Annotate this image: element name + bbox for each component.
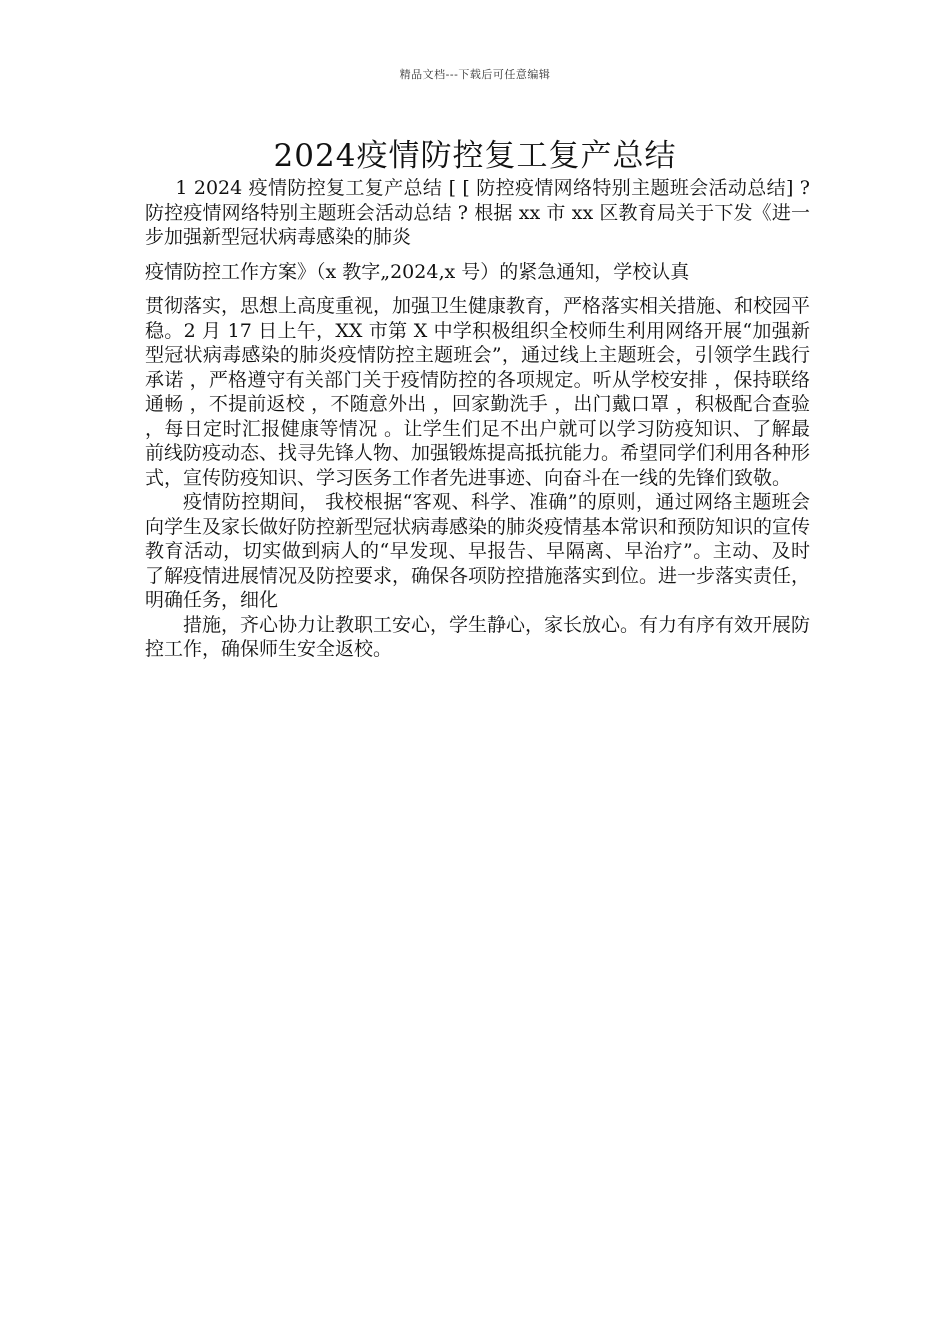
paragraph-notice: 疫情防控工作方案》（x 教字„2024‚x 号）的紧急通知，学校认真 [145,260,690,283]
paragraph-measures: 措施，齐心协力让教职工安心，学生静心，家长放心。有力有序有效开展防控工作，确保师生安全返校。 [145,613,811,660]
paragraph-prevention: 疫情防控期间， 我校根据“客观、科学、准确”的原则，通过网络主题班会向学生及家长做好防控新型冠状病毒感染的肺炎疫情基本常识和预防知识的宣传教育活动，切实做到病人的“早发现、早报告、早隔离、早治疗”。主动、及时了解疫情进展情况及防控要求，确保各项防控措施落实到位。进一步落实责任，明确任务，细化 [145,491,811,611]
document-title: 2024疫情防控复工复产总结 [273,138,677,174]
document-body [145,176,810,662]
paragraph-intro: 1 2024 疫情防控复工复产总结 [ [ 防控疫情网络特别主题班会活动总结] ? 防控疫情网络特别主题班会活动总结 ? 根据 xx 市 xx 区教育局关于下发《进一步加强新型冠状病毒感染的肺炎 [145,177,810,248]
paragraph-implementation: 贯彻落实，思想上高度重视，加强卫生健康教育，严格落实相关措施、和校园平稳。2 月 17 日上午，XX 市第 X 中学积极组织全校师生利用网络开展“加强新型冠状病毒感染的肺炎疫情防控主题班会”，通过线上主题班会，引领学生践行承诺 ，严格遵守有关部门关于疫情防控的各项规定。听从学校安排 ，保持联络通畅 ，不提前返校 ，不随意外出 ，回家勤洗手 ，出门戴口罩 ，积极配合查验 ，每日定时汇报健康等情况 。让学生们足不出户就可以学习防疫知识、了解最前线防疫动态、找寻先锋人物、加强锻炼提高抵抗能力。希望同学们利用各种形式，宣传防疫知识、学习医务工作者先进事迹、向奋斗在一线的先锋们致敬。 [145,295,811,489]
header-note: 精品文档---下载后可任意编辑 [399,68,551,81]
